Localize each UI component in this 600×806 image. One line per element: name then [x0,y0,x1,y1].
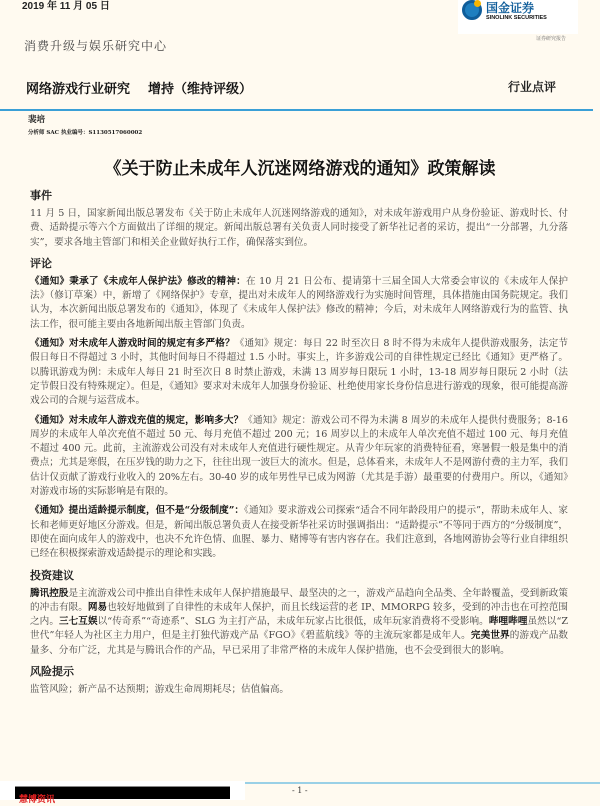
header-divider [0,109,593,111]
paragraph-text: 《通知》规定：每日 22 时至次日 8 时不得为未成年人提供游戏服务，法定节假日每日不得超过 3 小时，其他时间每日不得超过 1.5 小时。事实上，许多游戏公司的自律性规定已经比《通知》更严格了。以腾讯游戏为例：未成年人每日 21 时至次日 8 时禁止游戏，未满 13 周岁每日限玩 1 小时，13-18 周岁每日限玩 2 小时（法定节假日没有特殊规定）。但是，《通知》要求对未成年人加强身份验证、杜绝使用家长身份信息进行游戏的现象，很可能提高游戏公司的合规与运营成本。 [30,338,569,407]
industry-name: 网络游戏行业研究 [26,82,131,97]
footer-divider [245,782,600,784]
comment-heading: 评论 [30,256,52,270]
report-date: 2019 年 11 月 05 日 [22,1,110,12]
logo-name-en: SINOLINK SECURITIES [486,15,547,21]
risk-heading: 风险提示 [30,665,74,679]
comment-paragraph [30,414,568,500]
author: 裴培 [28,115,46,125]
paragraph-text: 《通知》规定：游戏公司不得为未满 8 周岁的未成年人提供付费服务；8-16 周岁的未成年人单次充值不超过 50 元、每月充值不超过 200 元；16 周岁以上的未成年人单次充值不超过 100 元、每月充值不超过 400 元。此前，主流游戏公司没有对未成年人充值进行硬性规定。从青少年玩家的消费特征看，寒暑假一般是集中的消费点；尤其是寒假，在压岁钱的助力之下，往往出现一波巨大的流水。但是，总体看来，未成年人不是网游付费的主力军，我们估计仅贡献了游戏行业收入的 20%左右。30-40 岁的成年男性早已成为网游（尤其是手游）最重要的付费用户。所以，《通知》对游戏市场的实际影响是有限的。 [30,414,568,498]
watermark-text: 慧博资讯 [19,795,56,805]
logo-text [486,0,547,22]
invest-section [30,568,568,658]
research-center: 消费升级与娱乐研究中心 [24,39,168,53]
report-type: 行业点评 [508,80,557,94]
paragraph-text: 《通知》要求游戏公司探索“适合不同年龄段用户的提示”，帮助未成年人、家长和老师更好地区分游戏。但是，新闻出版总署负责人在接受新华社采访时强调指出：“适龄提示”不等同于西方的“分级制度”，即使在面向成年人的游戏中，也决不允许色情、血腥、暴力、赌博等有害内容存在。我们注意到，各地网游协会等行业自律组织已经在积极探索游戏适龄提示的理论和实践。 [30,505,568,560]
logo-name-cn: 国金证券 [486,1,535,15]
company-name: 腾讯控股 [30,587,69,599]
event-paragraph: 11 月 5 日，国家新闻出版总署发布《关于防止未成年人沉迷网络游戏的通知》，对未成年游戏用户从身份验证、游戏时长、付费、适龄提示等六个方面做出了详细的规定。新闻出版总署有关负责人同时接受了新华社记者的采访，提出“一分部署，九分落实”，要求各地主管部门和相关企业做好执行工作，确保落实到位。 [30,208,568,248]
paragraph-text: 在 10 月 21 日公布、提请第十三届全国人大常委会审议的《未成年人保护法》（修订草案）中，新增了《网络保护》专章，提出对未成年人的网络游戏行为实施时间管理，具体措施由国务院规定。我们认为，本次新闻出版总署发布的《通知》，体现了《未成年人保护法》修改的精神；今后，对未成年人网络游戏行为的监管、执法工作，很可能主要由各地新闻出版主管部门负责。 [30,275,568,330]
sac-number: 分析师 SAC 执业编号：S1130517060002 [28,130,143,136]
invest-paragraph [30,587,568,658]
invest-heading: 投资建议 [30,568,74,582]
logo-subtitle: 证券研究报告 [536,36,567,42]
report-body [30,188,568,703]
watermark-bar [15,786,230,805]
company-logo [458,0,578,34]
comment-paragraph [30,504,568,561]
comment-paragraph [30,337,568,408]
company-name: 哔哩哔哩 [488,616,528,628]
paragraph-lead: 《通知》对未成年人游戏充值的规定，影响多大？ [30,414,244,426]
comment-paragraph [30,275,568,332]
event-section [30,188,568,250]
company-comment: 以“传奇系”“奇迹系”、SLG 为主打产品，未成年玩家占比很低，成年玩家消费将不受影响。 [97,616,489,628]
event-heading: 事件 [30,189,52,202]
paragraph-lead: 《通知》提出适龄提示制度，但不是“分级制度”： [30,505,245,517]
company-comment: 是主流游戏公司中推出自律性未成年人保护措施最早、最坚决的之一，游戏产品趋向全品类、全年龄覆盖，受到新政策的冲击有限。 [30,587,569,613]
paragraph-lead: 《通知》对未成年人游戏时间的规定有多严格？ [30,338,235,350]
risk-section [30,664,568,697]
company-comment: 也较好地做到了自律性的未成年人保护，而且长线运营的老 IP、MMORPG 较多，受到的冲击也在可控范围之内。 [30,601,569,628]
company-name: 三七互娱 [58,616,98,628]
page-number: - 1 - [292,786,308,795]
comment-section [30,256,568,562]
logo-mark [458,0,486,22]
company-name: 完美世界 [470,630,510,642]
company-comment: 的游戏产品数量多、分布广泛，尤其是与腾讯合作的产品，早已采用了非常严格的未成年人保护措施，也不会受到很大的影响。 [30,630,569,656]
company-comment: 虽然以“Z 世代”年轻人为社区主力用户，但是主打独代游戏产品《FGO》《碧蓝航线》等的主流玩家都是成年人。 [30,616,569,642]
industry-line [26,78,252,97]
report-title: 《关于防止未成年人沉迷网络游戏的通知》政策解读 [104,159,496,179]
rating: 增持（维持评级） [148,82,253,97]
logo-dot-icon [474,0,481,7]
risk-paragraph: 监管风险；新产品不达预期；游戏生命周期耗尽；估值偏高。 [30,684,290,696]
company-name: 网易 [87,601,108,613]
paragraph-lead: 《通知》秉承了《未成年人保护法》修改的精神： [30,275,246,287]
